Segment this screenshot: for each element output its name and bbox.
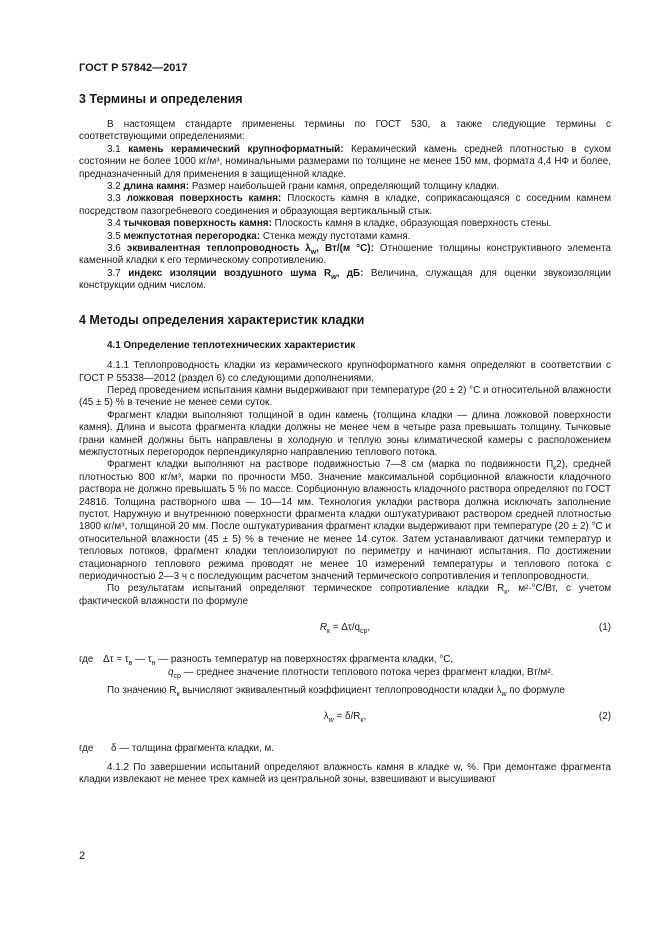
paragraph-resistance: По результатам испытаний определяют термическое сопротивление кладки $R_к$, м²·°С/Вт, с учетом фактической влажности по формуле [79, 583, 611, 607]
paragraph-fragment: Фрагмент кладки выполняют толщиной в один камень (толщина кладки — длина ложковой поверхности камня). Длина и высота фрагмента кладки должны не менее чем в четыре раза превышать толщину. Тычковые грани камней должны быть направлены в холодную и теплую зоны климатической камеры с расположением межпустотных перегородок перпендикулярно направлению теплового потока. [79, 409, 611, 458]
formula-1-expression: $R_к = \Delta\tau/q_{ср}$, [319, 622, 371, 636]
term-3-7: 3.7 индекс изоляции воздушного шума $R_w$, дБ: Величина, служащая для оценки звукоизоляции конструкции одним числом. [79, 267, 611, 292]
term-3-4: 3.4 тычковая поверхность камня: Плоскость камня в кладке, образующая поверхность стены. [107, 218, 552, 230]
formula-2 [79, 711, 611, 725]
term-3-2: 3.2 длина камня: Размер наибольшей грани камня, определяющий толщину кладки. [107, 181, 500, 193]
formula-2-number: (2) [598, 711, 611, 723]
where-delta: где δ — толщина фрагмента кладки, м. [79, 743, 275, 755]
formula-1-number: (1) [598, 622, 611, 634]
term-3-6: 3.6 эквивалентная теплопроводность $\lambda_w$, Вт/(м °С): Отношение толщины конструктивного элемента каменной кладки к его термическому сопротивлению. [79, 243, 612, 267]
paragraph-lambda: По значению $R_к$ вычисляют эквивалентный коэффициент теплопроводности кладки $\lambda_w$ по формуле [107, 685, 565, 698]
paragraph-4-1-2: 4.1.2 По завершении испытаний определяют влажность камня в кладке w, %. При демонтаже фрагмента кладки извлекают не менее трех камней из центральной зоны, взвешивают и высушивают [79, 761, 611, 786]
term-3-5: 3.5 межпустотная перегородка: Стенка между пустотами камня. [107, 230, 411, 242]
paragraph-mortar: Фрагмент кладки выполняют на растворе подвижностью 7—8 см (марка по подвижности $П_к2$), средней плотностью 800 кг/м³, марки по прочности М50. Значение максимальной сорбционной влажности кладочного раствора не должно превышать 5 % по массе. Сорбционную влажность кладочного раствора определяют по ГОСТ 24816. Толщина растворного шва — 10—14 мм. Технология укладки раствора должна исключать заполнение пустот. Наружную и внутреннюю поверхности фрагмента кладки оштукатуривают раствором средней плотностью 1800 кг/м³, толщиной 20 мм. После оштукатуривания фрагмент кладки выдерживают при температуре (20 ± 2) °С и относительной влажности (45 ± 5) % в течение не менее 14 суток. Затем устанавливают датчики температур и тепловых потоков, фрагмент кладки теплоизолируют по периметру и начинают испытания. По достижении стационарного теплового режима проводят не менее 10 измерений температуры и теплового потока с периодичностью 2—3 ч с последующим расчетом значений термического сопротивления и теплопроводности. [79, 459, 611, 582]
term-3-3: 3.3 ложковая поверхность камня: Плоскость камня в кладке, соприкасающаяся с соседним камнем посредством пазогребневого соединения и образующая вертикальный стык. [79, 193, 612, 217]
subsection-4-1-title: 4.1 Определение теплотехнических характеристик [107, 339, 356, 351]
paragraph-conditioning: Перед проведением испытания камни выдерживают при температуре (20 ± 2) °С и относительной влажности (45 ± 5) % в течение не менее семи суток. [79, 384, 611, 409]
standard-header: ГОСТ Р 57842—2017 [79, 62, 188, 74]
term-3-1: 3.1 камень керамический крупноформатный: Керамический камень средней плотностью в сухом состоянии не более 1000 кг/м³, номинальными размерами по толщине не менее 150 мм, формата 4,4 НФ и более, предназначенный для применения в защищенной кладке. [79, 143, 612, 180]
section-3-intro: В настоящем стандарте применены термины по ГОСТ 530, а также следующие термины с соответствующими определениями: [79, 119, 611, 143]
formula-1 [79, 622, 611, 636]
section-3-title: 3 Термины и определения [79, 92, 243, 106]
page-body [79, 92, 611, 787]
formula-2-expression: $\lambda_w = \delta/R_к$, [323, 711, 367, 725]
where-delta-tau: где $\Delta\tau = \tau_в$ — $\tau_н$ — разность температур на поверхностях фрагмента кладки, °С, [79, 654, 454, 668]
page-number: 2 [79, 850, 86, 862]
paragraph-4-1-1: 4.1.1 Теплопроводность кладки из керамического крупноформатного камня определяют в соответствии с ГОСТ Р 55338—2012 (раздел 6) со следующими дополнениями. [79, 360, 611, 384]
where-q-mean: $q_{ср}$ — среднее значение плотности теплового потока через фрагмент кладки, Вт/м². [168, 666, 554, 680]
section-4-title: 4 Методы определения характеристик кладки [79, 312, 365, 327]
